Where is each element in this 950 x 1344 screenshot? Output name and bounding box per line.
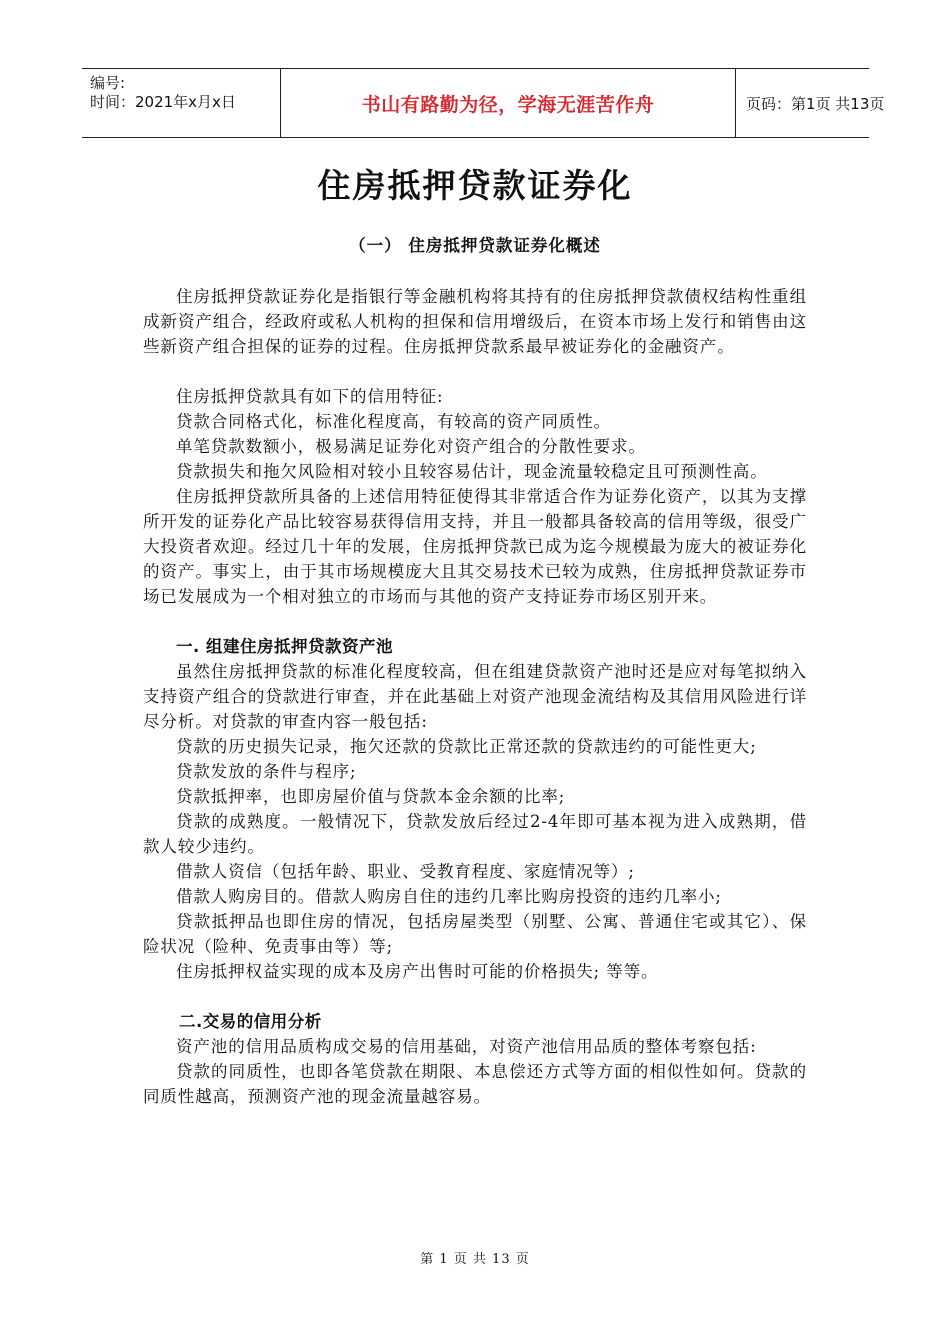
paragraph: 住房抵押贷款证券化是指银行等金融机构将其持有的住房抵押贷款债权结构性重组成新资产组合，经政府或私人机构的担保和信用增级后，在资本市场上发行和销售由这些新资产组合担保的证券的过程。住房抵押贷款系最早被证券化的金融资产。 [143, 287, 807, 356]
page-info: 页码：第1页 共13页 [746, 94, 885, 113]
document-header [82, 68, 885, 138]
paragraph: 贷款的历史损失记录，拖欠还款的贷款比正常还款的贷款违约的可能性更大; [176, 737, 757, 756]
paragraph: 虽然住房抵押贷款的标准化程度较高，但在组建贷款资产池时还是应对每笔拟纳入支持资产组合的贷款进行审查，并在此基础上对资产池现金流结构及其信用风险进行详尽分析。对贷款的审查内容一般包括: [143, 662, 807, 731]
header-page-cell [734, 69, 885, 137]
page-footer: 第 1 页 共 13 页 [420, 1252, 530, 1267]
date-label: 时间：2021年x月x日 [90, 93, 236, 111]
document-title: 住房抵押贷款证券化 [317, 166, 633, 205]
motto-text: 书山有路勤为径，学海无涯苦作舟 [361, 93, 655, 116]
section-subtitle: （一） 住房抵押贷款证券化概述 [349, 236, 601, 255]
paragraph: 贷款损失和拖欠风险相对较小且较容易估计，现金流量较稳定且可预测性高。 [176, 462, 768, 481]
paragraph: 单笔贷款数额小，极易满足证券化对资产组合的分散性要求。 [176, 437, 646, 456]
paragraph: 资产池的信用品质构成交易的信用基础，对资产池信用品质的整体考察包括: [176, 1037, 757, 1056]
paragraph: 借款人购房目的。借款人购房自住的违约几率比购房投资的违约几率小; [176, 887, 722, 906]
section-heading: 二.交易的信用分析 [179, 1012, 322, 1031]
paragraph: 贷款抵押率，也即房屋价值与贷款本金余额的比率; [176, 787, 566, 806]
header-meta [82, 69, 280, 137]
paragraph: 住房抵押贷款具有如下的信用特征: [176, 387, 444, 406]
number-label: 编号: [90, 74, 126, 92]
paragraph: 借款人资信（包括年龄、职业、受教育程度、家庭情况等）; [176, 862, 635, 881]
header-motto-cell [280, 69, 736, 137]
section-heading: 一. 组建住房抵押贷款资产池 [176, 637, 394, 656]
paragraph: 贷款发放的条件与程序; [176, 762, 357, 781]
paragraph: 住房抵押权益实现的成本及房产出售时可能的价格损失; 等等。 [176, 962, 659, 981]
document-body [143, 284, 807, 1109]
paragraph: 贷款的同质性，也即各笔贷款在期限、本息偿还方式等方面的相似性如何。贷款的同质性越高，预测资产池的现金流量越容易。 [143, 1062, 807, 1106]
paragraph: 贷款合同格式化，标准化程度高，有较高的资产同质性。 [176, 412, 611, 431]
paragraph: 贷款抵押品也即住房的情况，包括房屋类型（别墅、公寓、普通住宅或其它）、保险状况（险种、免责事由等）等; [143, 912, 807, 956]
paragraph: 住房抵押贷款所具备的上述信用特征使得其非常适合作为证券化资产，以其为支撑所开发的证券化产品比较容易获得信用支持，并且一般都具备较高的信用等级，很受广大投资者欢迎。经过几十年的发展，住房抵押贷款已成为迄今规模最为庞大的被证券化的资产。事实上，由于其市场规模庞大且其交易技术已较为成熟，住房抵押贷款证券市场已发展成为一个相对独立的市场而与其他的资产支持证券市场区别开来。 [143, 487, 807, 606]
paragraph: 贷款的成熟度。一般情况下，贷款发放后经过2-4年即可基本视为进入成熟期，借款人较少违约。 [143, 812, 807, 856]
